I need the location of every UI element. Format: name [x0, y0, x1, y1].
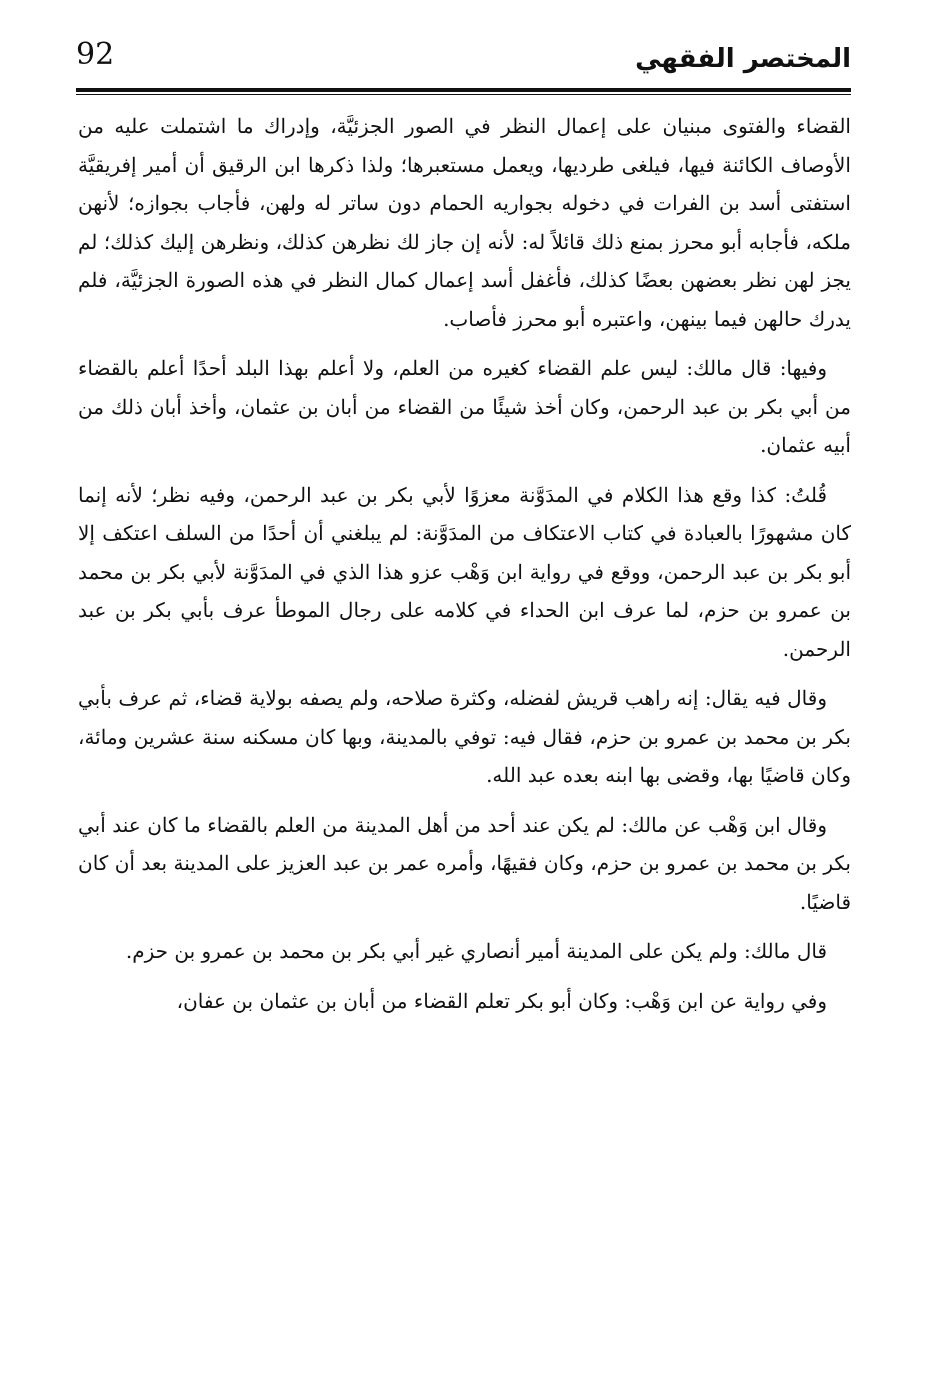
- paragraph: وفيها: قال مالك: ليس علم القضاء كغيره من العلم، ولا أعلم بهذا البلد أحدًا أعلم بالقضاء من أبي بكر بن عبد الرحمن، وكان أخذ شيئًا من القضاء من أبان بن عثمان، وأخذ أبان ذلك من أبيه عثمان.: [78, 356, 851, 457]
- paragraph: قُلتُ: كذا وقع هذا الكلام في المدَوَّنة معزوًا لأبي بكر بن عبد الرحمن، وفيه نظر؛ لأنه إنما كان مشهورًا بالعبادة في كتاب الاعتكاف من المدَوَّنة: لم يبلغني أن أحدًا من السلف اعتكف إلا أبو بكر بن عبد الرحمن، ووقع في رواية ابن وَهْب عزو هذا الذي في المدَوَّنة لأبي بكر بن محمد بن عمرو بن حزم، لما عرف ابن الحداء في كلامه على رجال الموطأ عرف بأبي بكر بن عبد الرحمن.: [78, 482, 851, 661]
- page-number: 92: [76, 37, 115, 72]
- page-header: [76, 28, 851, 90]
- page-body: [78, 107, 851, 1031]
- paragraph: وقال ابن وَهْب عن مالك: لم يكن عند أحد من أهل المدينة من العلم بالقضاء ما كان عند أبي بكر بن محمد بن عمرو بن حزم، وكان فقيهًا، وأمره عمر بن عبد العزيز على المدينة بعد أن كان قاضيًا.: [78, 812, 851, 914]
- paragraph: القضاء والفتوى مبنيان على إعمال النظر في الصور الجزئيَّة، وإدراك ما اشتملت عليه من الأوصاف الكائنة فيها، فيلغى طرديها، ويعمل مستعبرها؛ ولذا ذكرها ابن الرقيق أن أمير إفريقيَّة استفتى أسد بن الفرات في دخوله بجواريه الحمام دون ساتر له ولهن، فأجاب بجوازه؛ لأنهن ملكه، فأجابه أبو محرز بمنع ذلك قائلاً له: لأنه إن جاز لك نظرهن كذلك، ونظرهن إليك كذلك؛ لم يجز لهن نظر بعضهن بعضًا كذلك، فأغفل أسد إعمال كمال النظر في هذه الصورة الجزئيَّة، فلم يدرك حالهن فيما بينهن، واعتبره أبو محرز فأصاب.: [78, 114, 851, 331]
- book-title: المختصر الفقهي: [635, 44, 851, 74]
- paragraph: وقال فيه يقال: إنه راهب قريش لفضله، وكثرة صلاحه، ولم يصفه بولاية قضاء، ثم عرف بأبي بكر بن محمد بن عمرو بن حزم، فقال فيه: توفي بالمدينة، وبها كان مسكنه سنة عشرين ومائة، وكان قاضيًا بها، وقضى بها ابنه بعده عبد الله.: [78, 686, 851, 787]
- header-rule: [76, 88, 851, 95]
- paragraph: قال مالك: ولم يكن على المدينة أمير أنصاري غير أبي بكر بن محمد بن عمرو بن حزم.: [125, 939, 827, 963]
- paragraph: وفي رواية عن ابن وَهْب: وكان أبو بكر تعلم القضاء من أبان بن عثمان بن عفان،: [176, 988, 827, 1013]
